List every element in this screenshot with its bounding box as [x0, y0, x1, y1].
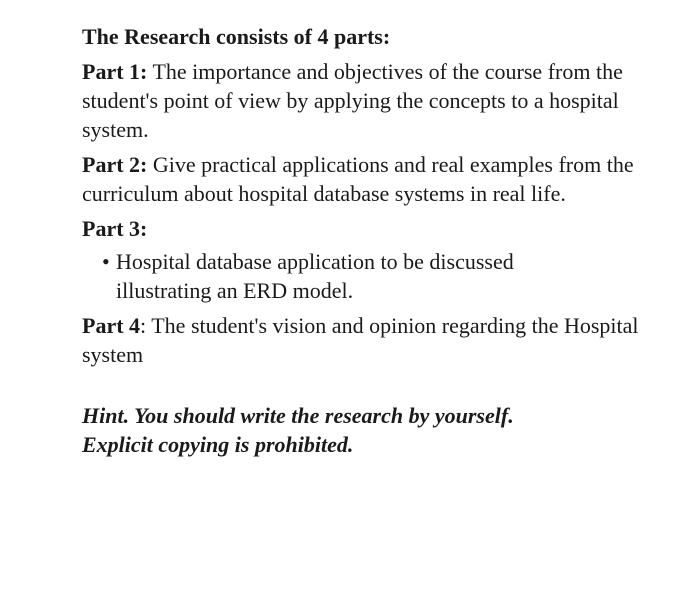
hint-note: Hint. You should write the research by yourself. Explicit copying is prohibited. [82, 403, 514, 457]
part-4-text: : The student's vision and opinion regarding the Hospital system [82, 313, 639, 367]
part-1-paragraph [82, 57, 642, 144]
part-2-text: Give practical applications and real examples from the curriculum about hospital database systems in real life. [82, 152, 634, 206]
part-2-label: Part 2: [82, 152, 148, 177]
document-heading: The Research consists of 4 parts: [82, 24, 391, 49]
part-3-label: Part 3: [82, 216, 148, 241]
part-3-paragraph [82, 214, 642, 243]
part-4-paragraph [82, 311, 642, 369]
research-document [82, 22, 642, 481]
bullet-text: Hospital database application to be discussed illustrating an ERD model. [116, 249, 514, 303]
part-4-label: Part 4 [82, 313, 141, 338]
bullet-icon: • [102, 249, 110, 274]
part-1-label: Part 1: [82, 59, 148, 84]
list-item [102, 247, 566, 305]
part-3-bullet-list [82, 247, 642, 305]
part-2-paragraph [82, 150, 642, 208]
part-1-text: The importance and objectives of the course from the student's point of view by applying the concepts to a hospital system. [82, 59, 623, 142]
